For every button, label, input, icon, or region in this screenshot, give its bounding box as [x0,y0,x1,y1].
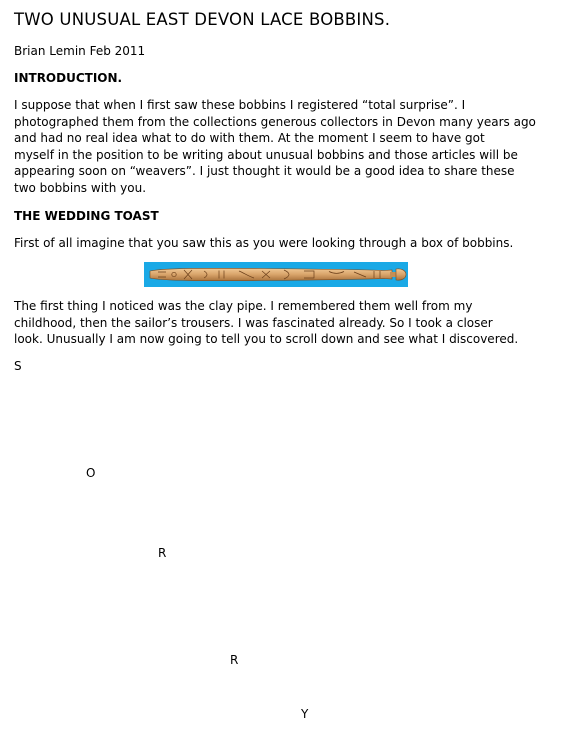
article-byline: Brian Lemin Feb 2011 [14,44,146,58]
paragraph-line: myself in the position to be writing about unusual bobbins and those articles will be [14,147,518,162]
paragraph-introduction [14,97,554,197]
paragraph-line: First of all imagine that you saw this as you were looking through a box of bobbins. [14,236,514,250]
paragraph-line: The first thing I noticed was the clay pipe. I remembered them well from my [14,299,473,313]
bobbin-illustration [144,262,408,287]
scroll-letter: Y [301,707,309,721]
paragraph-line: and had no real idea what to do with them. At the moment I seem to have got [14,131,485,146]
scroll-letter: R [230,653,239,667]
section-heading-introduction: INTRODUCTION. [14,71,123,85]
paragraph-line: two bobbins with you. [14,180,147,195]
bobbin-photo [144,262,408,287]
scroll-letter: O [86,466,96,480]
scroll-letter: S [14,359,22,373]
paragraph-line: appearing soon on “weavers”. I just thought it would be a good idea to share these [14,164,515,179]
paragraph-wedding-toast-intro [14,235,554,252]
section-heading-wedding-toast: THE WEDDING TOAST [14,209,159,223]
paragraph-line: photographed them from the collections generous collectors in Devon many years ago [14,114,536,129]
paragraph-line: look. Unusually I am now going to tell you to scroll down and see what I discovered. [14,332,519,347]
paragraph-line: I suppose that when I first saw these bobbins I registered “total surprise”. I [14,98,466,112]
paragraph-line: childhood, then the sailor’s trousers. I was fascinated already. So I took a closer [14,315,493,330]
paragraph-clay-pipe [14,298,554,348]
scroll-letter: R [158,546,167,560]
article-title: TWO UNUSUAL EAST DEVON LACE BOBBINS. [14,10,391,29]
